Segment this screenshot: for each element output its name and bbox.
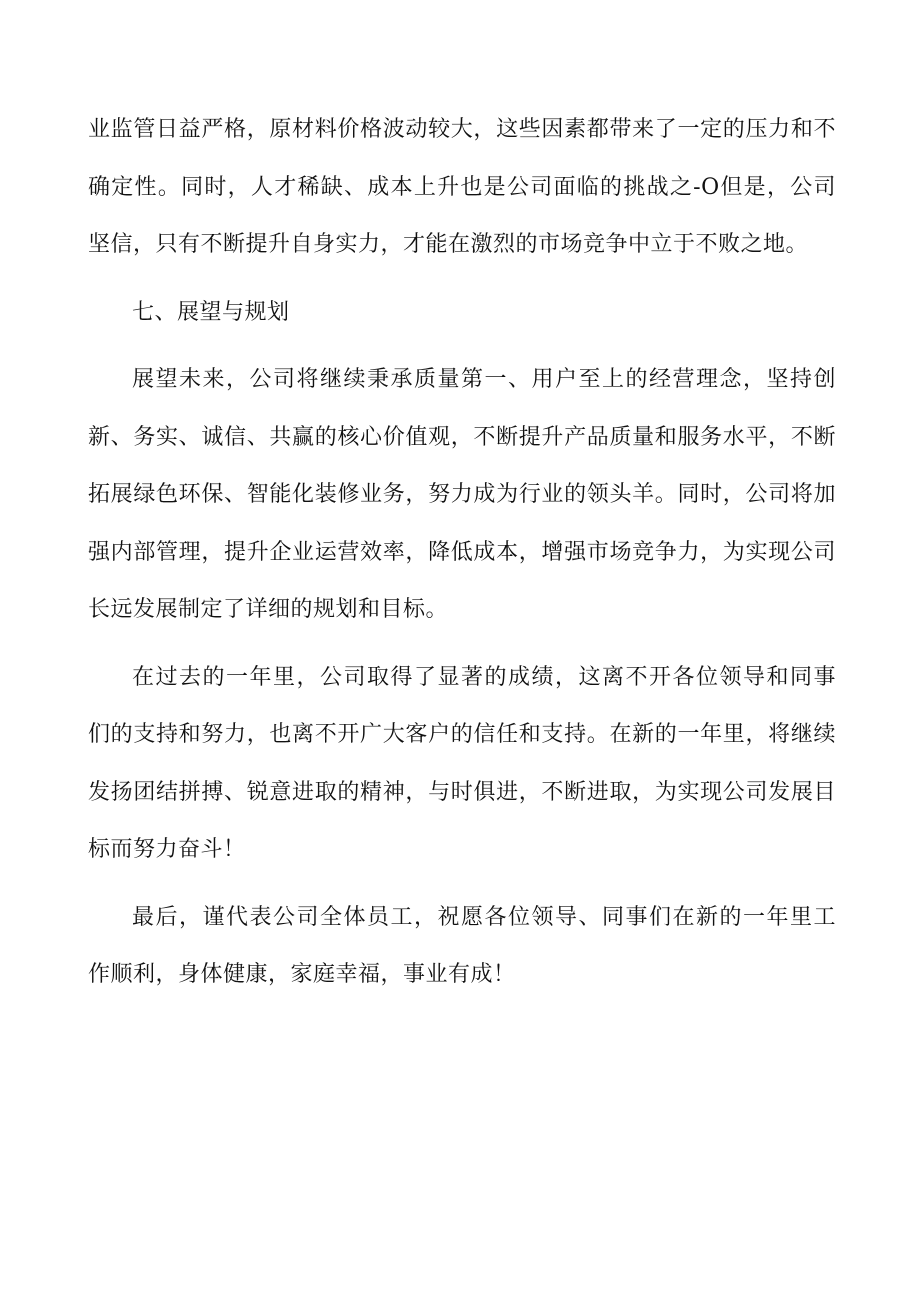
text-line: 最后，谨代表公司全体员工，祝愿各位领导、同事们在新的一年里工 <box>132 904 836 930</box>
text-line: 们的支持和努力，也离不开广大客户的信任和支持。在新的一年里，将继续 <box>88 722 836 747</box>
section-heading: 七、展望与规划 <box>132 299 290 325</box>
text-line: 在过去的一年里，公司取得了显著的成绩，这离不开各位领导和同事 <box>132 664 836 690</box>
text-line: 作顺利，身体健康，家庭幸福，事业有成！ <box>88 962 516 987</box>
text-line: 确定性。同时，人才稀缺、成本上升也是公司面临的挑战之-O但是，公司 <box>88 174 836 200</box>
paragraph-review <box>88 649 836 879</box>
paragraph-outlook <box>88 351 836 639</box>
paragraph-closing <box>88 889 836 1004</box>
text-line: 拓展绿色环保、智能化装修业务，努力成为行业的领头羊。同时，公司将加 <box>88 482 836 507</box>
text-line: 坚信，只有不断提升自身实力，才能在激烈的市场竞争中立于不败之地。 <box>88 232 809 257</box>
text-line: 展望未来，公司将继续秉承质量第一、用户至上的经营理念，坚持创 <box>132 367 836 392</box>
text-line: 发扬团结拼搏、锐意进取的精神，与时俱进，不断进取，为实现公司发展目 <box>88 779 836 805</box>
text-line: 标而努力奋斗！ <box>88 837 246 862</box>
document-body <box>88 101 836 1004</box>
text-line: 强内部管理，提升企业运营效率，降低成本，增强市场竞争力，为实现公司 <box>88 539 836 565</box>
text-line: 业监管日益严格，原材料价格波动较大，这些因素都带来了一定的压力和不 <box>88 117 836 142</box>
paragraph-continued <box>88 101 836 274</box>
text-line: 新、务实、诚信、共赢的核心价值观，不断提升产品质量和服务水平，不断 <box>88 424 836 450</box>
text-line: 长远发展制定了详细的规划和目标。 <box>88 597 449 622</box>
